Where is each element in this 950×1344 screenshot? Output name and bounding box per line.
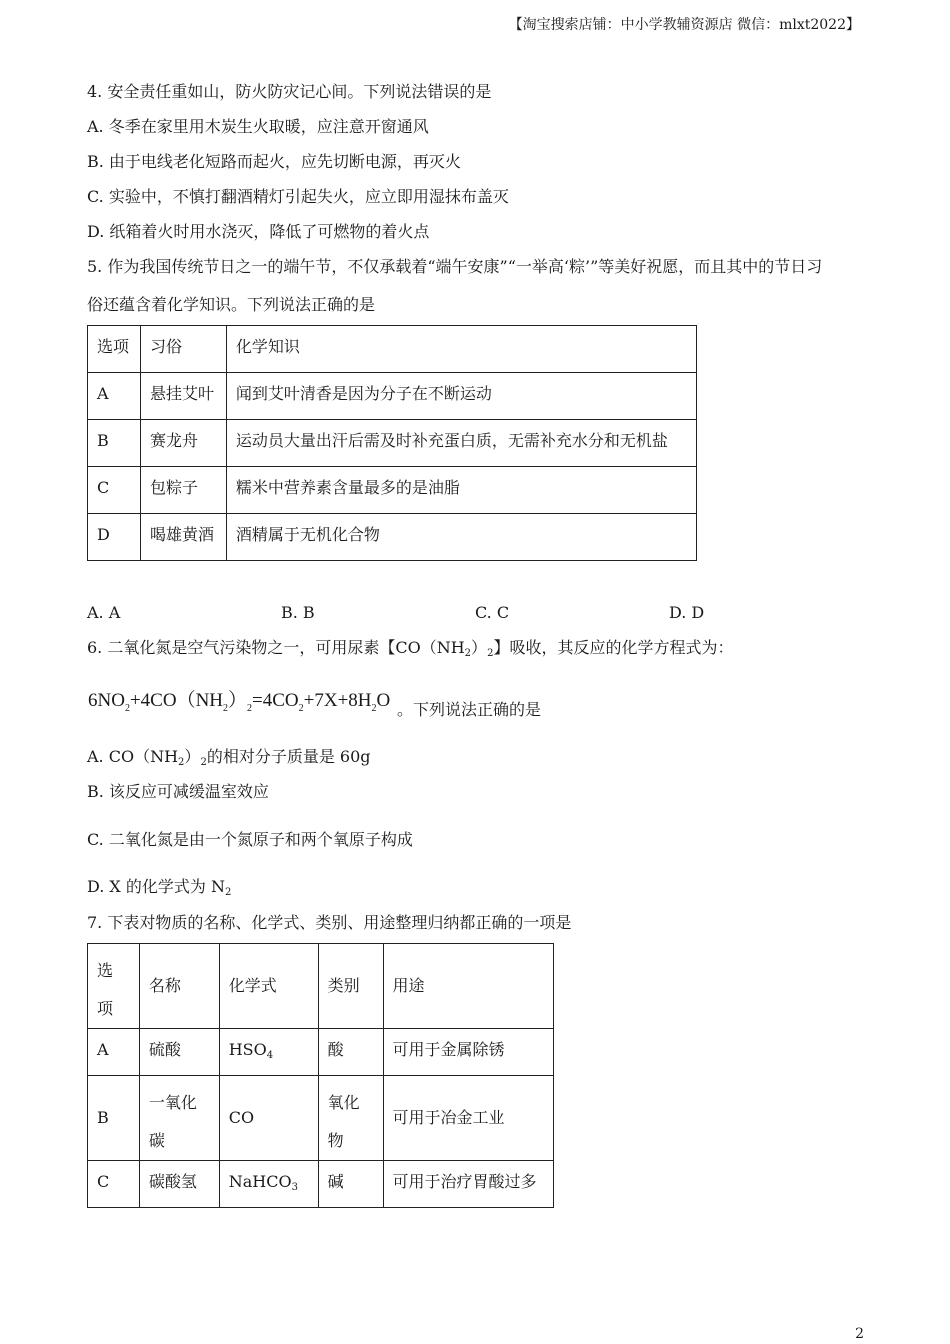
table-cell: D [88, 514, 141, 561]
q5-stem-line1: 5. 作为我国传统节日之一的端午节，不仅承载着“端午安康”“一举高‘粽’”等美好祝愿，而且其中的节日习 [87, 257, 823, 276]
table-cell: 悬挂艾叶 [140, 373, 226, 420]
q6-stem: 6. 二氧化氮是空气污染物之一，可用尿素【$CO(NH_2)_2$】吸收，其反应的化学方程式为： [87, 638, 734, 659]
q6-option-b: B. 该反应可减缓温室效应 [87, 782, 269, 801]
table-cell: 运动员大量出汗后需及时补充蛋白质，无需补充水分和无机盐 [226, 420, 696, 467]
table-row [88, 1029, 554, 1076]
table-header-row [88, 944, 554, 1029]
q4-option-d: D. 纸箱着火时用水浇灭，降低了可燃物的着火点 [87, 222, 430, 241]
q4-option-c: C. 实验中，不慎打翻酒精灯引起失火，应立即用湿抹布盖灭 [87, 187, 509, 206]
table-cell: B [88, 420, 141, 467]
table-cell: 氧化 物 [318, 1076, 383, 1161]
table-cell: 闻到艾叶清香是因为分子在不断运动 [226, 373, 696, 420]
q4-option-b: B. 由于电线老化短路而起火，应先切断电源，再灭火 [87, 152, 461, 171]
table-cell: 碱 [318, 1161, 383, 1208]
table-cell: 一氧化 碳 [139, 1076, 219, 1161]
table-cell: NaHCO$_3$ [219, 1161, 318, 1208]
table-cell: 赛龙舟 [140, 420, 226, 467]
q4-stem: 4. 安全责任重如山，防火防灾记心间。下列说法错误的是 [87, 82, 492, 101]
table-header-cell: 选 项 [88, 944, 140, 1029]
table-header-cell: 用途 [383, 944, 553, 1029]
q7-stem: 7. 下表对物质的名称、化学式、类别、用途整理归纳都正确的一项是 [87, 913, 572, 932]
table-cell: 酒精属于无机化合物 [226, 514, 696, 561]
table-row [88, 1076, 554, 1161]
q7-table [87, 943, 554, 1208]
table-cell: 包粽子 [140, 467, 226, 514]
table-header-cell: 名称 [139, 944, 219, 1029]
table-cell: $HSO_4$ [219, 1029, 318, 1076]
table-row [88, 1161, 554, 1208]
q6-stem-tail: 。下列说法正确的是 [397, 700, 542, 719]
table-cell: CO [219, 1076, 318, 1161]
table-cell: A [88, 1029, 140, 1076]
table-cell: C [88, 467, 141, 514]
q4-option-a: A. 冬季在家里用木炭生火取暖，应注意开窗通风 [87, 117, 429, 136]
q5-option-a: A. A [87, 603, 121, 622]
page-number: 2 [855, 1326, 864, 1342]
table-cell: B [88, 1076, 140, 1161]
table-row [88, 467, 697, 514]
table-cell: 硫酸 [139, 1029, 219, 1076]
table-header-cell: 化学式 [219, 944, 318, 1029]
table-header-cell: 选项 [88, 326, 141, 373]
table-cell: 可用于治疗胃酸过多 [383, 1161, 553, 1208]
table-header-cell: 习俗 [140, 326, 226, 373]
table-header-row [88, 326, 697, 373]
q5-option-d: D. D [669, 603, 705, 622]
table-row [88, 420, 697, 467]
q6-chemical-equation: $6NO_2+4CO(NH_2)_2=4CO_2+7X+8H_2O$ [88, 690, 391, 714]
table-row [88, 373, 697, 420]
table-row [88, 514, 697, 561]
q6-option-d: D. X 的化学式为 $N_2$ [87, 877, 232, 898]
table-cell: 喝雄黄酒 [140, 514, 226, 561]
table-header-cell: 化学知识 [226, 326, 696, 373]
table-cell: 糯米中营养素含量最多的是油脂 [226, 467, 696, 514]
table-cell: 可用于冶金工业 [383, 1076, 553, 1161]
table-cell: C [88, 1161, 140, 1208]
q6-option-c: C. 二氧化氮是由一个氮原子和两个氧原子构成 [87, 830, 413, 849]
q5-table [87, 325, 697, 561]
q5-stem-line2: 俗还蕴含着化学知识。下列说法正确的是 [87, 295, 376, 314]
table-header-cell: 类别 [318, 944, 383, 1029]
q6-option-a: A. $CO(NH_2)_2$的相对分子质量是 60g [87, 747, 371, 768]
table-cell: 酸 [318, 1029, 383, 1076]
page-header: 【淘宝搜索店铺：中小学教辅资源店 微信：mlxt2022】 [508, 17, 860, 33]
q5-option-b: B. B [281, 603, 315, 622]
q5-option-c: C. C [475, 603, 510, 622]
table-cell: 可用于金属除锈 [383, 1029, 553, 1076]
table-cell: A [88, 373, 141, 420]
table-cell: 碳酸氢 [139, 1161, 219, 1208]
